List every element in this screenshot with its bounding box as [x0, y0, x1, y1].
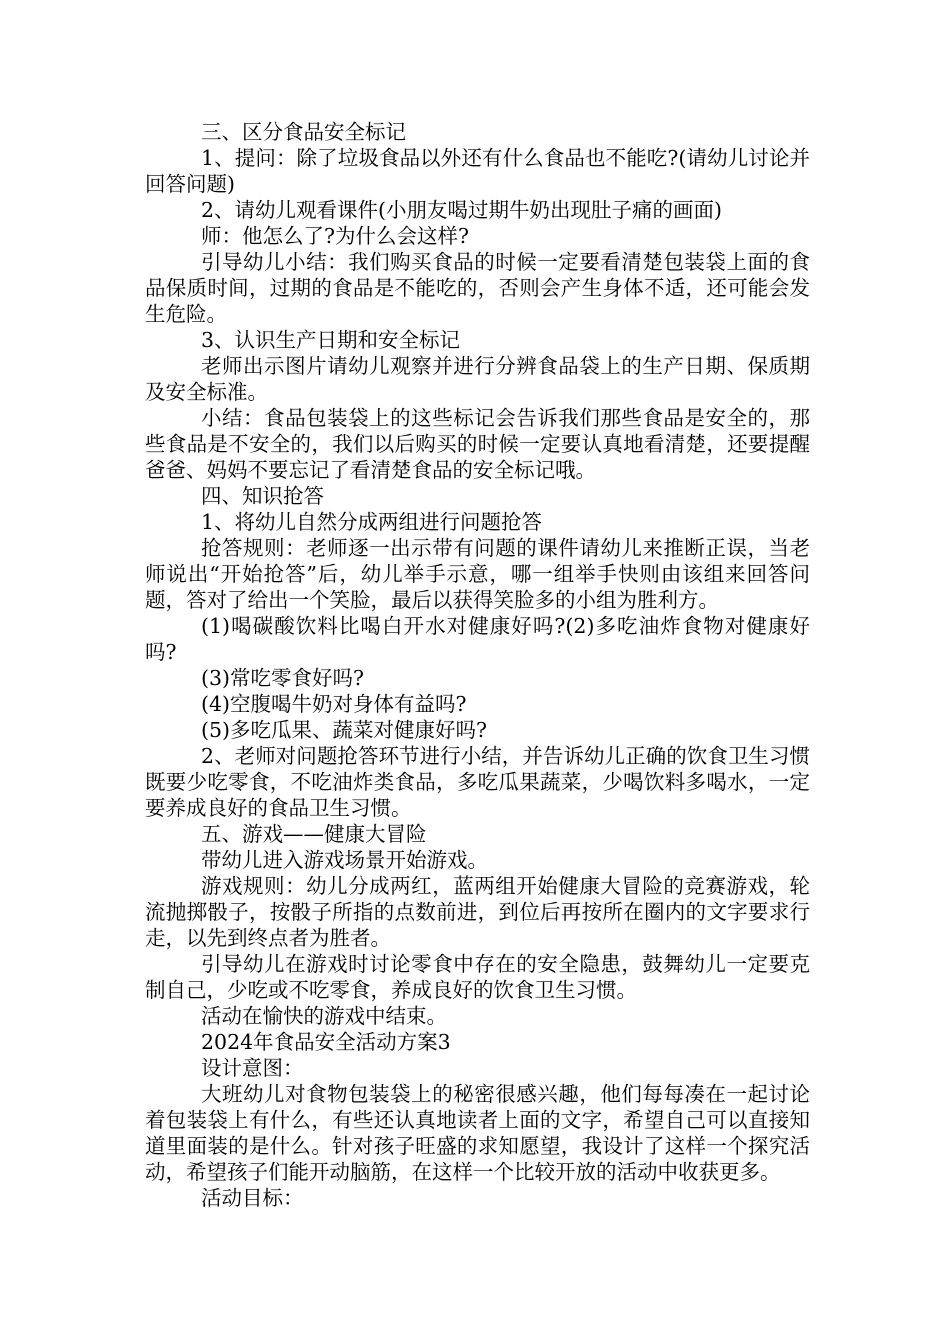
quiz-question: (5)多吃瓜果、蔬菜对健康好吗?	[201, 718, 488, 742]
paragraph: 带幼儿进入游戏场景开始游戏。	[201, 848, 488, 872]
paragraph: 引导幼儿在游戏时讨论零食中存在的安全隐患，鼓舞幼儿一定要克制自己，少吃或不吃零食，养成良好的饮食卫生习惯。	[145, 952, 810, 1002]
heading-section-4: 四、知识抢答	[201, 484, 324, 508]
plan-title: 2024年食品安全活动方案3	[201, 1030, 451, 1054]
paragraph: 1、提问：除了垃圾食品以外还有什么食品也不能吃?(请幼儿讨论并回答问题)	[145, 146, 810, 196]
heading-section-3: 三、区分食品安全标记	[201, 120, 406, 144]
paragraph: 游戏规则：幼儿分成两红，蓝两组开始健康大冒险的竞赛游戏，轮流抛掷骰子，按骰子所指的点数前进，到位后再按所在圈内的文字要求行走，以先到终点者为胜者。	[145, 874, 810, 950]
paragraph: 设计意图：	[201, 1056, 304, 1080]
paragraph: 抢答规则：老师逐一出示带有问题的课件请幼儿来推断正误，当老师说出“开始抢答”后，幼儿举手示意，哪一组举手快则由该组来回答问题，答对了给出一个笑脸，最后以获得笑脸多的小组为胜利方。	[145, 536, 810, 612]
heading-section-5: 五、游戏——健康大冒险	[201, 822, 427, 846]
paragraph: 活动目标：	[201, 1186, 304, 1210]
paragraph: 3、认识生产日期和安全标记	[201, 328, 461, 352]
paragraph: 2、请幼儿观看课件(小朋友喝过期牛奶出现肚子痛的画面)	[201, 198, 723, 222]
paragraph: 引导幼儿小结：我们购买食品的时候一定要看清楚包装袋上面的食品保质时间，过期的食品是不能吃的，否则会产生身体不适，还可能会发生危险。	[145, 250, 810, 326]
quiz-question: (4)空腹喝牛奶对身体有益吗?	[201, 692, 467, 716]
document-body	[145, 119, 810, 1211]
paragraph: 师：他怎么了?为什么会这样?	[201, 224, 469, 248]
paragraph: 活动在愉快的游戏中结束。	[201, 1004, 447, 1028]
quiz-question: (3)常吃零食好吗?	[201, 666, 365, 690]
paragraph: 2、老师对问题抢答环节进行小结，并告诉幼儿正确的饮食卫生习惯既要少吃零食，不吃油炸类食品，多吃瓜果蔬菜，少喝饮料多喝水，一定要养成良好的食品卫生习惯。	[145, 744, 810, 820]
quiz-question: (1)喝碳酸饮料比喝白开水对健康好吗?(2)多吃油炸食物对健康好吗?	[145, 614, 810, 664]
paragraph: 小结：食品包装袋上的这些标记会告诉我们那些食品是安全的，那些食品是不安全的，我们以后购买的时候一定要认真地看清楚，还要提醒爸爸、妈妈不要忘记了看清楚食品的安全标记哦。	[145, 406, 810, 482]
paragraph: 大班幼儿对食物包装袋上的秘密很感兴趣，他们每每凑在一起讨论着包装袋上有什么，有些还认真地读者上面的文字，希望自己可以直接知道里面装的是什么。针对孩子旺盛的求知愿望，我设计了这样一个探究活动，希望孩子们能开动脑筋，在这样一个比较开放的活动中收获更多。	[145, 1082, 810, 1184]
paragraph: 1、将幼儿自然分成两组进行问题抢答	[201, 510, 543, 534]
paragraph: 老师出示图片请幼儿观察并进行分辨食品袋上的生产日期、保质期及安全标准。	[145, 354, 810, 404]
